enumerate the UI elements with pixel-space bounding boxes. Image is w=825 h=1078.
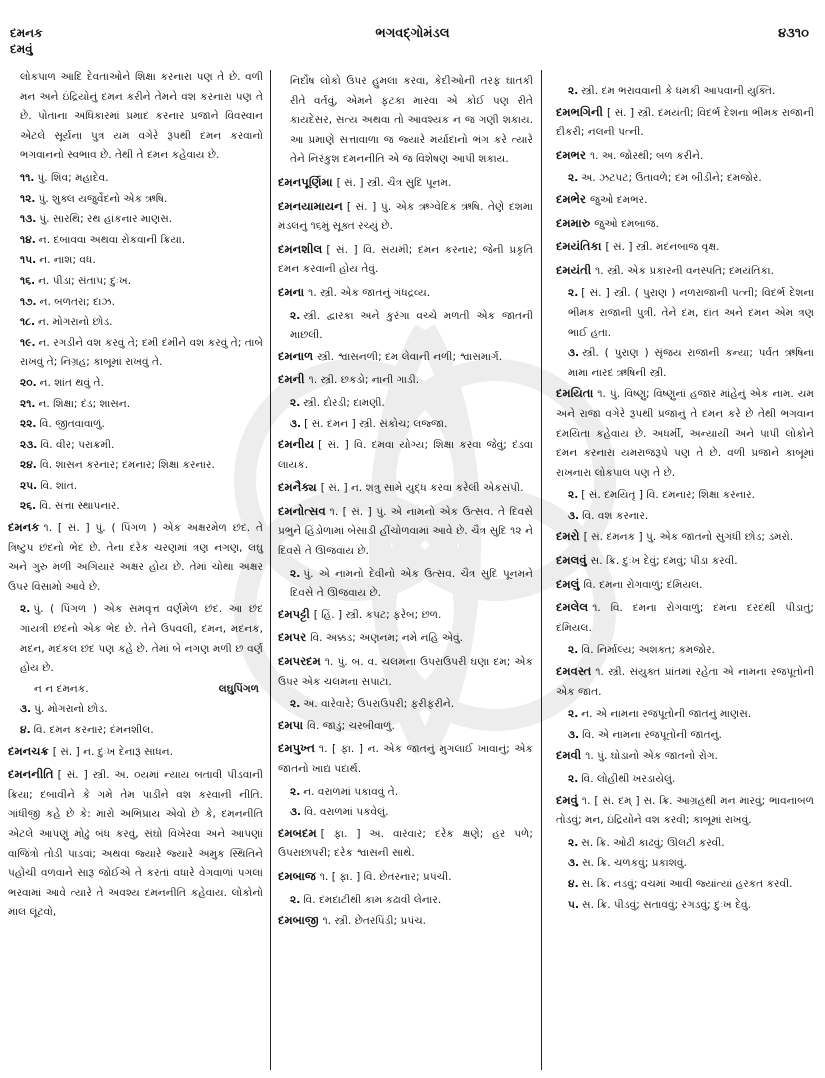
definition: ૧. સ્ત્રી. સંયુક્ત પ્રાંતમાં રહેતા એ નામના રજપૂતોની એક જાત. [556,666,814,698]
sense-text: વિ. વીર; પરાક્રમી. [40,438,115,451]
definition: ૧. પું. વિષ્ણુ; વિષ્ણુનાં હજાર માંહેનું એક નામ. યમ અને રાજા વગેરે રૂપથી પ્રજાનું તે દમન કરે છે તેથી ભગવાન દમયિતા કહેવાય છે. અધર્મી, અન્યાયી અને પાપી લોકોને દમન કરનારા યમરાજરૂપે પણ તે છે. વળી પ્રજાને કાબૂમાં રાખનારા લોકપાલ પણ તે છે. [556,388,814,479]
sense-number: ૧૭. [20,295,37,308]
headword: દમયંતી [556,262,592,277]
sense-text: વિ. દમદાટીથી કામ કઢાવી લેનાર. [303,893,442,906]
sense-number: ૧૯. [20,336,36,349]
sense [278,891,533,911]
sense-number: ૨. [290,396,301,409]
definition: જુઓ દમભર. [589,193,648,206]
definition: ૧. [ સં. ] પું. ( પિંગળ ) એક અક્ષરમેળ છંદ. તે ત્રિષ્ટુપ છંદનો ભેદ છે. તેના દરેક ચરણમાં ત્રણ નગણ, લઘુ અને ગુરુ મળી અગિયાર અક્ષર હોય છે. તેમાં ચોથા અક્ષર ઉપર વિસામો આવે છે. [8,522,263,593]
headword: દમમારુ [556,215,591,230]
definition: [ હિં. ] સ્ત્રી. કપટ; ફરેબ; છળ. [313,608,442,621]
sense-number: ૨. [568,708,579,721]
dictionary-entry [556,551,814,572]
definition: ૧. વિ. દમના રોગવાળું; દમના દરદથી પીડાતું; દમિયલ. [556,602,814,634]
sense-text: પું. શુક્લ યજુર્વેદનો એક ઋષિ. [38,192,168,205]
headword: દમપા [278,717,304,732]
dictionary-entry [556,527,814,548]
dictionary-entry [278,739,533,779]
sense-text: ન. બળતરા; દાઝ. [39,295,115,308]
headword: દમની [278,372,305,387]
sense [278,307,533,346]
column-divider [541,70,542,1070]
sense [8,477,263,497]
definition: ૧. સ્ત્રી. એક જાતનું ગંધદ્રવ્ય. [308,286,431,299]
dictionary-entry [278,605,533,626]
dictionary-entry [556,598,814,638]
headword: દમરો [556,529,580,544]
sense-number: ૧૧. [20,171,35,184]
sense [8,436,263,456]
sense-text: વિ. શાંત. [40,479,78,492]
sense-number: ૨. [568,287,579,300]
definition: [ સં. ] સ્ત્રી. દમયંતી; વિદર્ભ દેશના ભીમક રાજાની દીકરી; નલની પત્ની. [556,106,814,139]
sense-number: ૧૪. [20,233,36,246]
sense [8,415,263,435]
headword: દમનક [8,520,40,535]
page-header [0,0,825,56]
sense-text: ન. એ નામના રજપૂતોની જાતનું માણસ. [581,708,752,721]
sense-text: પું. શિવ; મહાદેવ. [37,171,109,184]
sense-text: સ. ક્રિ. પીડવું; સતાવવું; રગડવું; દુઃખ દેવું. [582,898,752,911]
sense-number: ૩. [20,703,32,716]
dictionary-entry [278,911,533,932]
headword: દમવું [556,792,578,807]
headword: દમનૈક્ય [278,480,317,495]
definition: [ સં. ] ન. શત્રુ સામે યુદ્ધ કરવા કરેલી એકસંપી. [320,482,524,495]
sense-number: ૫. [568,898,579,911]
dictionary-entry [278,370,533,391]
headword: દમભર [556,147,586,162]
guide-word-first: દમનક [10,26,43,40]
dictionary-entry [278,173,533,194]
sense [556,726,814,746]
continued-text: લોકપાળ આદિ દેવતાઓને શિક્ષા કરનારા પણ તે છે. વળી મન અને ઇંદ્રિયોનું દમન કરીને તેમને વશ કરનારા પણ તે છે. પોતાના અધિકારમાં પ્રમાદ કરનાર પ્રજાને વિવસ્વાન એટલે સૂર્યના પુત્ર યમ વગેરે રૂપથી દમન કરવાનો ભગવાનનો સ્વભાવ છે. તેથી તે દમન કહેવાય છે. [20,71,263,162]
continued-text: નિર્દોષ લોકો ઉપર હુમલા કરવા, કેદીઓની તરફ ઘાતકી રીતે વર્તવું, એમને ફટકા મારવા એ કોઈ પણ રીતે કાયદેસર, સત્ય અથવા તો આવશ્યક ન જ ગણી શકાય. આ પ્રમાણે સત્તાવાળા જ જ્યારે મર્યાદાનો ભંગ કરે ત્યારે તેને નિરંકુશ દમનનીતિ એ જ વિશેષણ આપી શકાય. [290,75,533,166]
dictionary-entry [556,190,814,211]
dictionary-entry [556,146,814,167]
sense-number: ૨૫. [20,479,38,492]
sense-number: ૨. [290,785,301,798]
sense-number: ૨. [568,172,579,185]
sense-number: ૨૦. [20,376,37,389]
sense-number: ૨૧. [20,397,36,410]
definition: ૧. સ્ત્રી. છેતરપિંડી; પ્રપંચ. [322,915,427,928]
sense [8,374,263,394]
sense [278,415,533,435]
headword: દમબાજી [278,913,319,928]
sense-number: ૨. [290,567,301,580]
sense-text: સ. ક્રિ. ઓઢી કાઢવું; ઊલટી કરવી. [581,836,725,849]
definition: [ સં. ] ન. દુઃખ દેનારૂં સાધન. [52,745,173,758]
sense [278,695,533,715]
sense [8,210,263,230]
sense-text: વિ. વશ કરનાર. [582,509,649,522]
headword: દમબાજ [278,868,316,883]
definition: ૧. [ સં. ] પું. એ નામનો એક ઉત્સવ. તે દિવસે પ્રભુને હિંડોળામાં બેસાડી હીંચોળવામાં આવે છે. ચૈત્ર સુદિ ૧૨ ને દિવસે તે ઊજવાય છે. [278,505,533,558]
sense-number: ૧૫. [20,254,37,267]
headword: દમનોત્સવ [278,503,326,518]
sense-text: વિ. નિર્માલ્ય; અશક્ત; કમજોર. [581,644,715,657]
sense [8,313,263,333]
definition: [ સં. ] સ્ત્રી. મદનબાજ વૃક્ષ. [605,241,720,254]
sense-text: પું. એ નામનો દેવીનો એક ઉત્સવ. ચૈત્ર સુદિ પૂનમને દિવસે તે ઊજવાય છે. [290,567,533,600]
sense-text: વિ. સત્તા સ્થાપનાર. [39,500,120,513]
dictionary-entry [8,518,263,597]
dictionary-entry [556,103,814,143]
sense-text: સ્ત્રી. ( પુરાણ ) સૃંજય રાજાની કન્યા; પર્વત ઋષિના મામા નારદ ઋષિની સ્ત્રી. [568,347,814,379]
headword: દમયંતિકા [556,239,602,254]
column-1 [8,68,263,926]
sense-text: સ્ત્રી. દોરડી; દામણી. [303,396,385,409]
sense-text: સ્ત્રી. દ્વારકા અને કુરંગા વચ્ચે મળતી એક જાતની માછલી. [290,309,533,342]
sense [8,395,263,415]
sense-number: ૨. [568,836,579,849]
sense-text: વિ. જીતવાવાળું. [39,418,105,431]
dictionary-entry [278,716,533,737]
sense-number: ૨૬. [20,500,37,513]
quotation [8,680,263,700]
sense-text: અ. વારેવારે; ઉપરાઉપરી; ફરીફરીને. [303,698,455,711]
headword: દમપરદમ [278,654,321,669]
sense-number: ૨. [568,489,579,502]
sense-number: ૨. [290,309,301,322]
headword: દમબદમ [278,825,317,840]
sense-number: ૨. [568,773,579,785]
sense-number: ૨. [290,698,301,711]
sense [556,82,814,102]
dictionary-entry [278,283,533,304]
sense-text: [ સં. દમન ] સ્ત્રી. સંકોચ; લજ્જા. [304,417,448,430]
sense [8,231,263,251]
headword: દમનપૂર્ણિમા [278,174,333,189]
dictionary-entry [556,791,814,831]
sense [8,456,263,476]
sense [8,251,263,271]
sense [556,834,814,854]
sense [8,497,263,517]
sense-number: ૧૬. [20,274,36,287]
sense [556,284,814,343]
column-divider [270,70,271,1070]
dictionary-entry [8,765,263,923]
dictionary-entry [278,652,533,692]
sense-text: ન. પીડા; સંતાપ; દુઃખ. [38,274,132,287]
headword: દમનશીલ [278,241,323,256]
definition: ૧. પું. બ. વ. ચલમના ઉપરાઉપરી ઘણા દમ; એક ઉપર એક ચલમના સપાટા. [278,656,533,688]
sense-text: ન. રગડીને વશ કરવું તે; દમી દમીને વશ કરવું તે; તાબે રાખવું તે; નિગ્રહ; કાબૂમાં રાખવું તે. [20,336,263,369]
sense [556,854,814,874]
sense [556,770,814,790]
sense-text: વિ. વરાળમાં પકવેલું. [304,806,389,819]
definition: ૧. પું. ઘોડાનો એક જાતનો રોગ. [585,750,718,763]
dictionary-entry [278,502,533,562]
definition: [ સં. ] વિ. સંયમી; દમન કરનાર; જેની પ્રકૃતિ દમન કરવાની હોય તેવું. [278,243,533,276]
dictionary-entry [278,824,533,864]
definition: [ સં. ] સ્ત્રી. અ. ૦યમાં ન્યાય બતાવી પીડવાની ક્રિયા; દબાવીને કે ગમે તેમ પાડીને વશ કરવાની નીતિ. ગાંધીજી કહે છે કે: મારો અભિપ્રાય એવો છે કે, દમનનીતિ એટલે આપણું મોઢું બંધ કરવું, સંઘો વિખેરવા અને આપણાં વાજિંત્રો તોડી પાડવાં; અથવા જ્યારે જ્યારે અમુક સ્થિતિને પહોંચી વળવાને સારૂ જોઈએ તે કરતાં વધારે વેગવાળાં પગલાં ભરવામાં આવે ત્યારે તે અવશ્ય દમનનીતિ કહેવાય. લોકોનો માલ લૂંટવો, [8,769,263,919]
definition: ૧. [ સં. દમ્ ] સ. ક્રિ. આગ્રહથી મન મારવું; ભાવનાબળ તોડવું; મન, ઇંદ્રિયોને વશ કરવી; કાબૂમાં રાખવું. [556,794,814,827]
definition: સ્ત્રી. શ્વાસનળી; દમ લેવાની નળી; શ્વાસમાર્ગ. [317,350,503,363]
definition: [ ફા. ] અ. વારંવાર; દરેક ક્ષણે; હર પળે; ઉપરાછાપરી; દરેક શ્વાસની સાથે. [278,827,533,860]
headword: દમનાળ [278,348,314,363]
page-title: ભગવદ્ગોમંડલ [375,26,450,41]
dictionary-entry [556,662,814,702]
sense [556,344,814,383]
definition: [ સં. ] પું. એક ઋગ્વેદિક ઋષિ. તેણે દશમા મંડલનું ૧૬મું સૂક્ત રચ્યું છે. [278,200,533,233]
sense-text: વિ. શાસન કરનાર; દમનાર; શિક્ષા કરનાર. [39,459,215,472]
headword: દમપટ્ટી [278,606,310,621]
sense-text: ન. મોગરાનો છોડ. [38,316,113,329]
quote-text: ન ન દમનક. [34,682,89,695]
sense-text: પું. મોગરાનો છોડ. [34,703,108,716]
column-2 [278,72,533,935]
sense-text: સ. ક્રિ. ચળકવું; પ્રકાશવું. [582,857,687,870]
sense-text: વિ. લોહીથી ખરડાયેલું. [581,773,676,785]
headword: દમવી [556,748,582,763]
dictionary-entry [278,478,533,499]
headword: દમનચક્ર [8,743,49,758]
sense [278,783,533,803]
sense-text: સ. ક્રિ. નડવું; વચમાં આવી જ્યાંત્યાં હરકત કરવી. [581,877,793,890]
sense [8,169,263,189]
definition: જુઓ દમબાજ. [594,217,659,230]
sense-number: ૩. [568,857,580,870]
dictionary-entry [278,240,533,280]
sense [8,272,263,292]
sense [556,896,814,916]
sense-number: ૧૮. [20,316,36,329]
headword: દમનનીતિ [8,767,54,782]
sense-text: પું. સારથિ; રથ હાંકનાર માણસ. [39,213,173,226]
sense-number: ૧૨. [20,192,36,205]
dictionary-entry [556,214,814,235]
sense-number: ૨. [290,893,301,906]
sense-text: સ્ત્રી. દમ ભરાવવાની કે ધમકી આપવાની યુક્તિ. [581,85,776,97]
definition: વિ. અક્કડ; અણનમ; નમે નહિ એવું. [310,632,463,645]
definition: વિ. દમના રોગવાળું; દમિયલ. [583,578,703,591]
sense-text: પું. ( પિંગળ ) એક સમવૃત્ત વર્ણમેળ છંદ. આ છંદ ગાયત્રી છંદનો એક ભેદ છે. તેને ઉપવલી, દમન, મદનક, મદન, મદકલ છંદ પણ કહે છે. તેમાં બે નગણ મળી છ વર્ણ હોય છે. [20,603,263,675]
definition: [ સં. ] સ્ત્રી. ચૈત્ર સુદિ પૂનમ. [336,176,452,189]
sense-text: ન. શાંત થવું તે. [39,376,104,389]
headword: દમનયામાયન [278,198,343,213]
definition: ૧. સ્ત્રી. એક પ્રકારની વનસ્પતિ; દમયંતિકા. [595,264,774,277]
dictionary-entry [556,237,814,258]
sense-text: ન. વરાળમાં પકાવવું તે. [303,785,399,798]
definition: સ. ક્રિ. દુઃખ દેવું; દમવું; પીડા કરવી. [590,555,738,568]
definition: ૧. અ. જોરથી; બળ કરીને. [589,149,704,162]
sense-number: ૧૩. [20,213,37,226]
sense-number: ૨. [568,85,579,97]
dictionary-entry [556,261,814,282]
headword: દમના [278,284,305,299]
sense-number: ૨૩. [20,438,38,451]
headword: દમલવું [556,553,587,568]
sense [556,169,814,189]
dictionary-entry [556,384,814,483]
sense [556,641,814,661]
definition: [ સં. ] વિ. દમવા યોગ્ય; શિક્ષા કરવા જેવું; દંડવા લાયક. [278,439,533,471]
dictionary-entry [556,746,814,767]
definition: ૧. સ્ત્રી. છકડો; નાની ગાડી. [308,374,420,387]
sense-text: વિ. દમન કરનાર; દમનશીલ. [33,724,154,736]
definition: વિ. જાડું; ચરબીવાળું. [307,719,395,732]
sense-number: ૨૪. [20,459,37,472]
sense-text: ન. દબાવવા અથવા રોકવાની ક્રિયા. [38,233,186,246]
sense-number: ૩. [290,417,302,430]
column-3 [556,82,814,916]
sense-number: ૩. [568,728,580,741]
headword: દમભેર [556,191,586,206]
headword: દમનીય [278,437,315,452]
sense-text: [ સં. ] સ્ત્રી. ( પુરાણ ) નળરાજાની પત્ની; વિદર્ભ દેશના ભીમક રાજાની પુત્રી. તેને દમ, દાંત અને દમન એમ ત્રણ ભાઈ હતા. [568,287,814,339]
dictionary-entry [556,575,814,596]
guide-word-last: દમવું [10,42,33,56]
sense-text: [ સં. દમયિતૃ ] વિ. દમનાર; શિક્ષા કરનાર. [581,489,755,502]
headword: દમયિતા [556,386,594,401]
sense [278,803,533,823]
headword: દમપર [278,630,307,645]
dictionary-entry [278,197,533,237]
sense-number: ૩. [290,806,302,819]
sense-number: ૨. [568,644,579,657]
definition: [ સં. દમનક ] પું. એક જાતનો સુગંધી છોડ; ડમરો. [583,531,794,544]
sense [8,721,263,741]
sense-number: ૩. [568,347,580,360]
sense [8,600,263,678]
sense [8,334,263,373]
sense [556,705,814,725]
sense-number: ૨. [20,603,31,616]
headword: દમલેલ [556,600,589,615]
sense-number: ૩. [568,509,580,522]
headword: દમવસ્ત [556,664,592,679]
sense-number: ૨૨. [20,418,37,431]
sense-number: ૪. [20,724,31,736]
sense [8,293,263,313]
sense [278,394,533,414]
dictionary-entry [8,742,263,763]
dictionary-entry [278,628,533,649]
dictionary-entry [278,347,533,368]
sense-text: વિ. એ નામના રજપૂતોની જાતનું. [582,728,722,741]
headword: દમલું [556,576,580,591]
sense-text: અ. ઝટપટ; ઉતાવળે; દમ બીડીને; દમજોર. [581,172,762,185]
sense [8,700,263,720]
sense [556,486,814,506]
sense [8,190,263,210]
sense [278,565,533,604]
page-number: ૪૩૧૦ [778,26,809,41]
dictionary-entry [278,435,533,475]
sense [556,875,814,895]
definition: ૧. [ ફા. ] ન. એક જાતનું મુગલાઈ ખાવાનું; એક જાતનો ખાદ્ય પદાર્થ. [278,743,533,775]
sense-text: ન. નાશ; વધ. [39,254,96,267]
sense [556,507,814,527]
quote-source: લઘુપિંગળ [218,682,259,695]
sense-text: ન. શિક્ષા; દંડ; શાસન. [38,397,131,410]
sense-number: ૪. [568,877,579,890]
headword: દમપુખ્ત [278,741,315,756]
definition: ૧. [ ફા. ] વિ. છેતરનાર; પ્રપંચી. [319,870,452,883]
headword: દમભગિની [556,104,603,119]
dictionary-entry [278,867,533,888]
